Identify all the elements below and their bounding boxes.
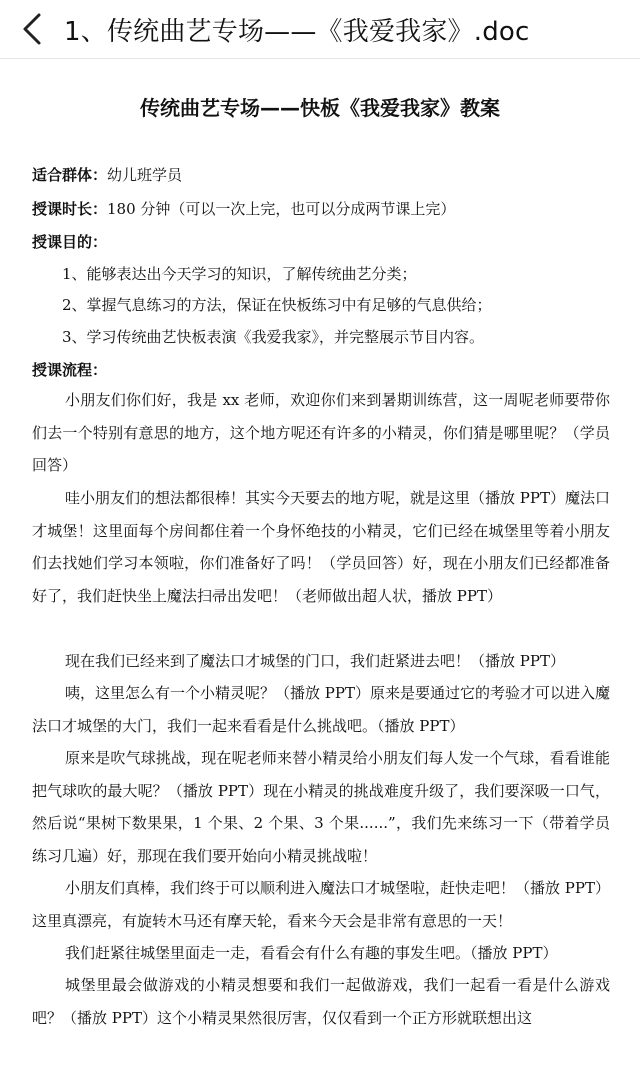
audience-line — [32, 165, 622, 185]
body-paragraph: 哇小朋友们的想法都很棒！其实今天要去的地方呢，就是这里（播放 PPT）魔法口才城堡！这里面每个房间都住着一个身怀绝技的小精灵，它们已经在城堡里等着小朋友们去找她们学习本领啦，你们准备好了吗！（学员回答）好，现在小朋友们已经都准备好了，我们赶快坐上魔法扫帚出发吧！（老师做出超人状，播放 PPT） — [32, 489, 610, 605]
goal-item: 3、学习传统曲艺快板表演《我爱我家》，并完整展示节目内容。 — [62, 328, 485, 346]
duration-label: 授课时长： — [32, 200, 108, 218]
body-paragraph: 小朋友们你们好，我是 xx 老师，欢迎你们来到暑期训练营，这一周呢老师要带你们去一个特别有意思的地方，这个地方呢还有许多的小精灵，你们猜是哪里呢？（学员回答） — [32, 391, 610, 474]
back-button[interactable] — [0, 0, 64, 58]
goal-item: 1、能够表达出今天学习的知识，了解传统曲艺分类； — [62, 265, 417, 283]
duration-value: 180 分钟（可以一次上完，也可以分成两节课上完） — [107, 200, 456, 218]
back-arrow-icon — [21, 12, 43, 46]
file-title: 1、传统曲艺专场——《我爱我家》.doc — [64, 16, 530, 47]
document-page — [0, 60, 640, 1082]
process-heading — [32, 360, 622, 380]
process-label: 授课流程： — [32, 361, 108, 379]
body-paragraph: 我们赶紧往城堡里面走一走，看看会有什么有趣的事发生吧。（播放 PPT） — [65, 944, 558, 962]
body-paragraph: 小朋友们真棒，我们终于可以顺利进入魔法口才城堡啦，赶快走吧！（播放 PPT）这里真漂亮，有旋转木马还有摩天轮，看来今天会是非常有意思的一天！ — [32, 879, 610, 930]
goal-item: 2、掌握气息练习的方法，保证在快板练习中有足够的气息供给； — [62, 296, 492, 314]
audience-label: 适合群体： — [32, 166, 108, 184]
body-paragraph: 咦，这里怎么有一个小精灵呢？（播放 PPT）原来是要通过它的考验才可以进入魔法口才城堡的大门，我们一起来看看是什么挑战吧。（播放 PPT） — [32, 684, 610, 735]
body-paragraph: 现在我们已经来到了魔法口才城堡的门口，我们赶紧进去吧！（播放 PPT） — [65, 652, 565, 670]
document-title: 传统曲艺专场——快板《我爱我家》教案 — [140, 96, 500, 120]
top-bar — [0, 0, 640, 59]
goals-label: 授课目的： — [32, 233, 108, 251]
duration-line — [32, 199, 622, 219]
body-paragraph: 原来是吹气球挑战，现在呢老师来替小精灵给小朋友们每人发一个气球，看看谁能把气球吹的最大呢？（播放 PPT）现在小精灵的挑战难度升级了，我们要深吸一口气，然后说“果树下数果果，1 个果、2 个果、3 个果......”，我们先来练习一下（带着学员练习几遍）好，那现在我们要开始向小精灵挑战啦！ — [32, 749, 610, 865]
goals-heading — [32, 232, 622, 252]
body-paragraph: 城堡里最会做游戏的小精灵想要和我们一起做游戏，我们一起看一看是什么游戏吧？（播放 PPT）这个小精灵果然很厉害，仅仅看到一个正方形就联想出这 — [32, 976, 610, 1027]
audience-value: 幼儿班学员 — [107, 166, 183, 184]
